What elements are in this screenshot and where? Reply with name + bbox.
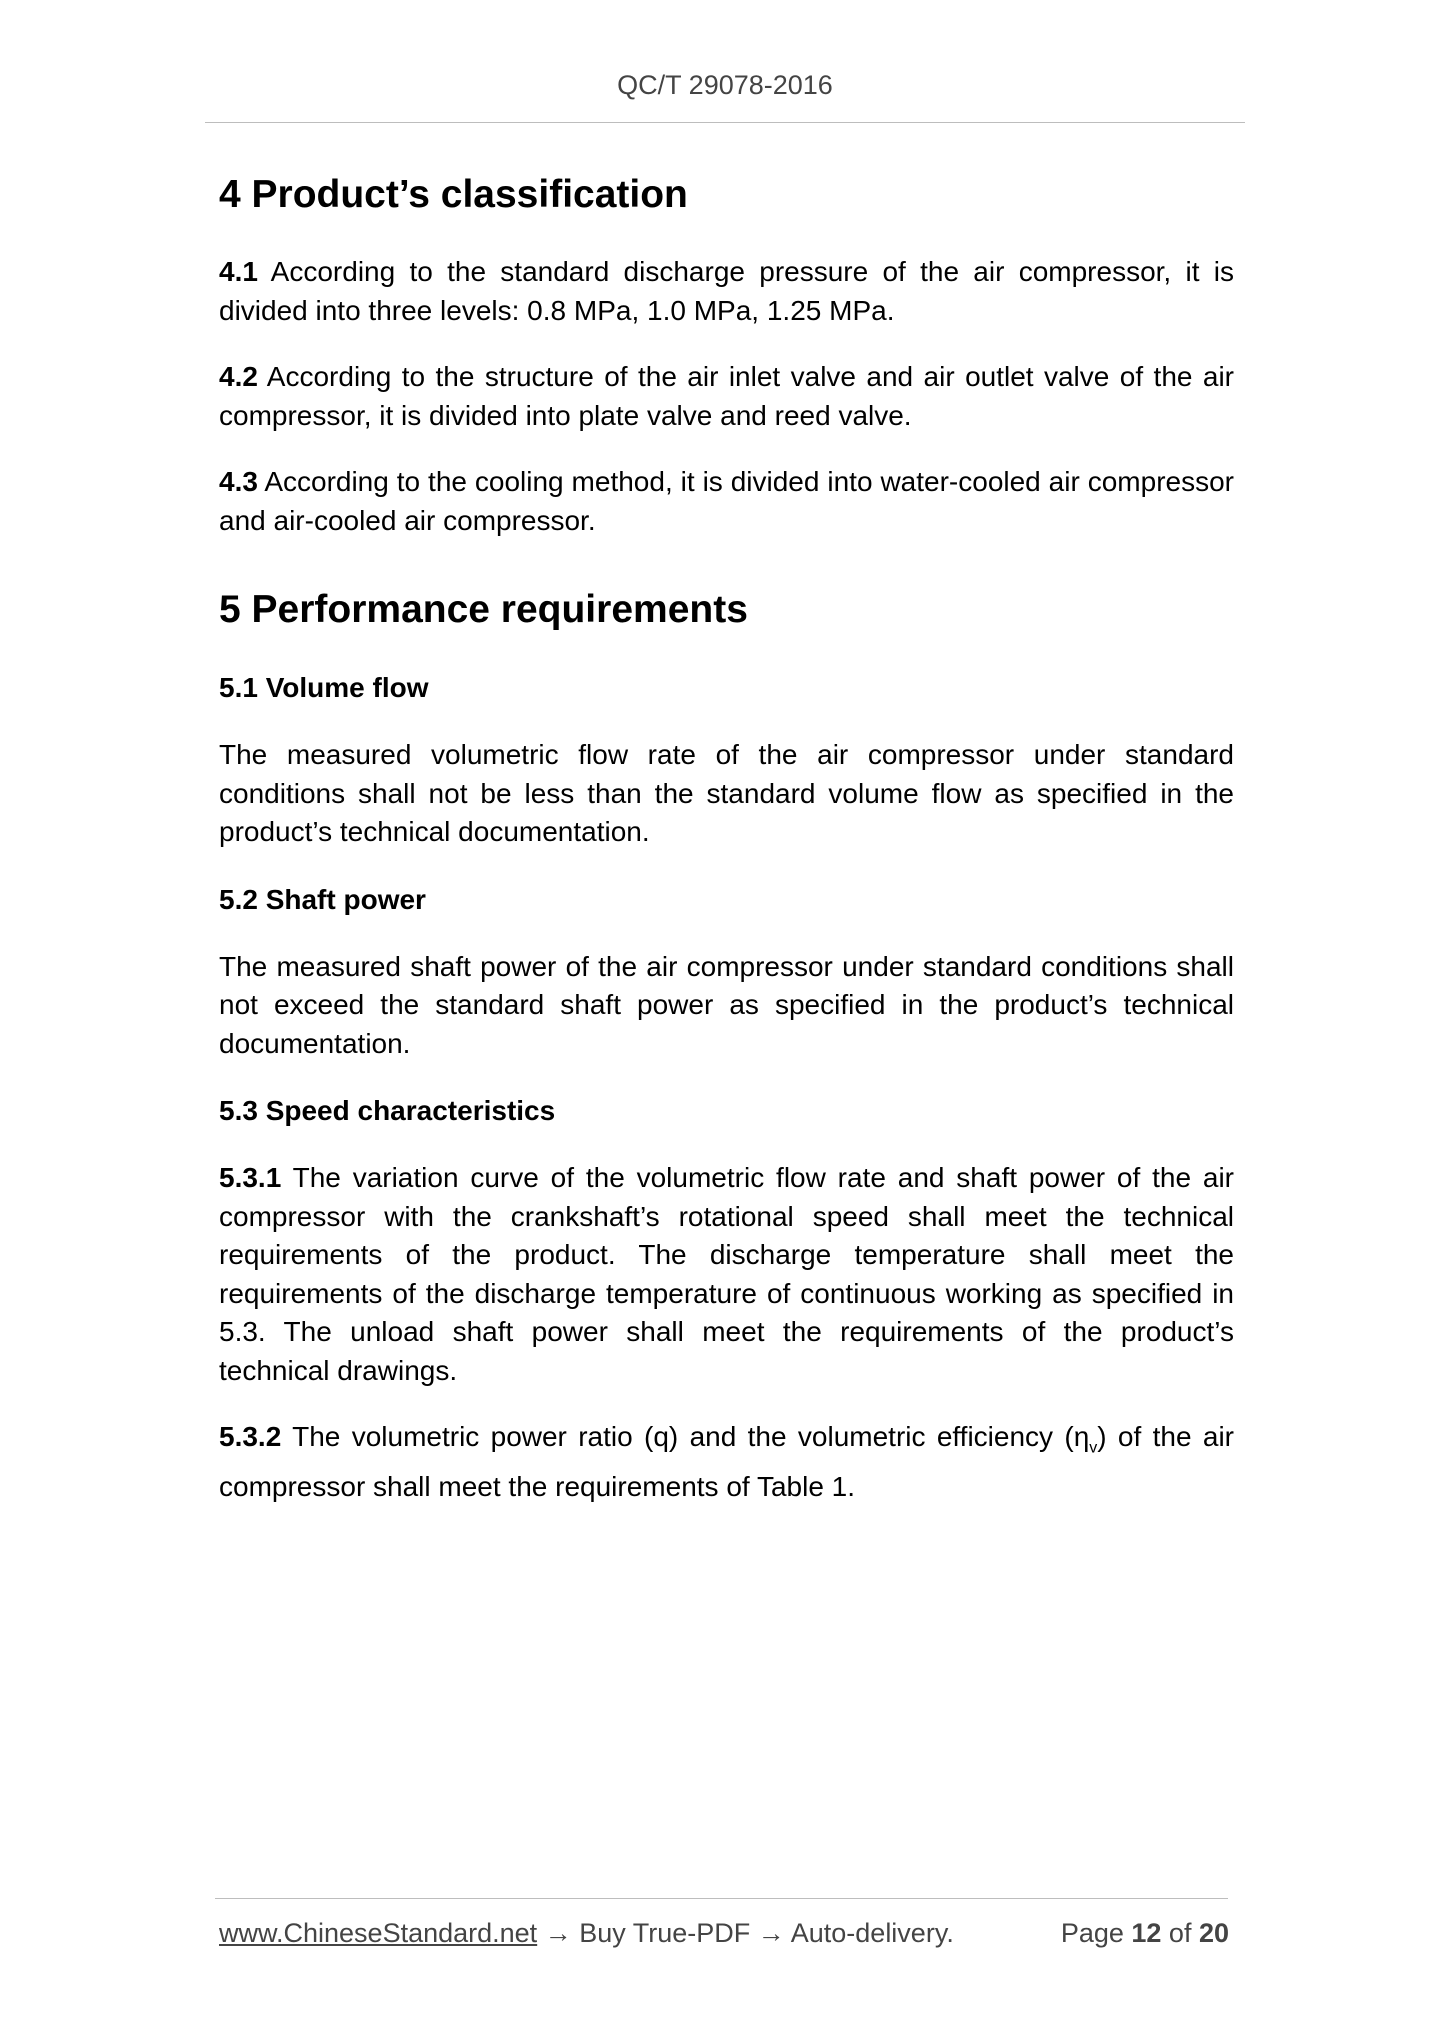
website-link[interactable]: www.ChineseStandard.net [219, 1918, 538, 1948]
clause-4-3 [219, 463, 1234, 540]
clause-5-2-text: The measured shaft power of the air compressor under standard conditions shall not exceed the standard shaft power as specified in the product’s technical documentation. [219, 950, 1234, 1059]
page-total: 20 [1198, 1918, 1229, 1948]
page-label: Page [1060, 1918, 1132, 1948]
page-number: 12 [1131, 1918, 1162, 1948]
clause-5-3-1 [219, 1159, 1234, 1390]
clause-5-2-heading: 5.2 Shaft power [219, 883, 426, 915]
clause-number: 4.1 [219, 256, 258, 287]
clause-text-cont: ) of the air compressor shall meet the requirements of Table 1. [219, 1421, 1234, 1503]
page-content [219, 165, 1234, 1507]
clause-text: According to the standard discharge pressure of the air compressor, it is divided into three levels: 0.8 MPa, 1.0 MPa, 1.25 MPa. [219, 256, 1234, 326]
eta-subscript: v [1089, 1439, 1098, 1457]
of-label: of [1161, 1918, 1199, 1948]
clause-5-3-heading: 5.3 Speed characteristics [219, 1095, 556, 1126]
clause-number: 4.3 [219, 466, 258, 497]
page-footer [219, 1918, 1229, 1949]
clause-4-2 [219, 358, 1234, 435]
clause-text: The volumetric power ratio (q) and the volumetric efficiency (η [281, 1421, 1090, 1452]
clause-5-3-2 [219, 1418, 1234, 1507]
footer-promo-text: → Buy True-PDF → Auto-delivery. [537, 1918, 954, 1948]
clause-text: The variation curve of the volumetric flow rate and shaft power of the air compressor with the crankshaft’s rotational speed shall meet the technical requirements of the product. The discharge temperature shall meet the requirements of the discharge temperature of continuous working as specified in 5.3. The unload shaft power shall meet the requirements of the product’s technical drawings. [219, 1162, 1234, 1386]
clause-5-1-heading: 5.1 Volume flow [219, 672, 429, 703]
clause-text: According to the cooling method, it is divided into water-cooled air compressor and air-cooled air compressor. [219, 466, 1234, 536]
clause-text: According to the structure of the air inlet valve and air outlet valve of the air compressor, it is divided into plate valve and reed valve. [219, 361, 1234, 431]
section-5-title: 5 Performance requirements [219, 588, 748, 631]
document-id-header: QC/T 29078-2016 [617, 70, 833, 100]
header-divider [205, 122, 1245, 123]
page-indicator [1061, 1918, 1229, 1949]
clause-number: 4.2 [219, 361, 258, 392]
clause-5-1-text: The measured volumetric flow rate of the air compressor under standard conditions shall not be less than the standard volume flow as specified in the product’s technical documentation. [219, 739, 1234, 847]
clause-4-1 [219, 253, 1234, 330]
clause-number: 5.3.1 [219, 1162, 282, 1193]
footer-divider [215, 1898, 1228, 1899]
section-4-title: 4 Product’s classification [219, 173, 688, 216]
clause-number: 5.3.2 [219, 1421, 282, 1452]
